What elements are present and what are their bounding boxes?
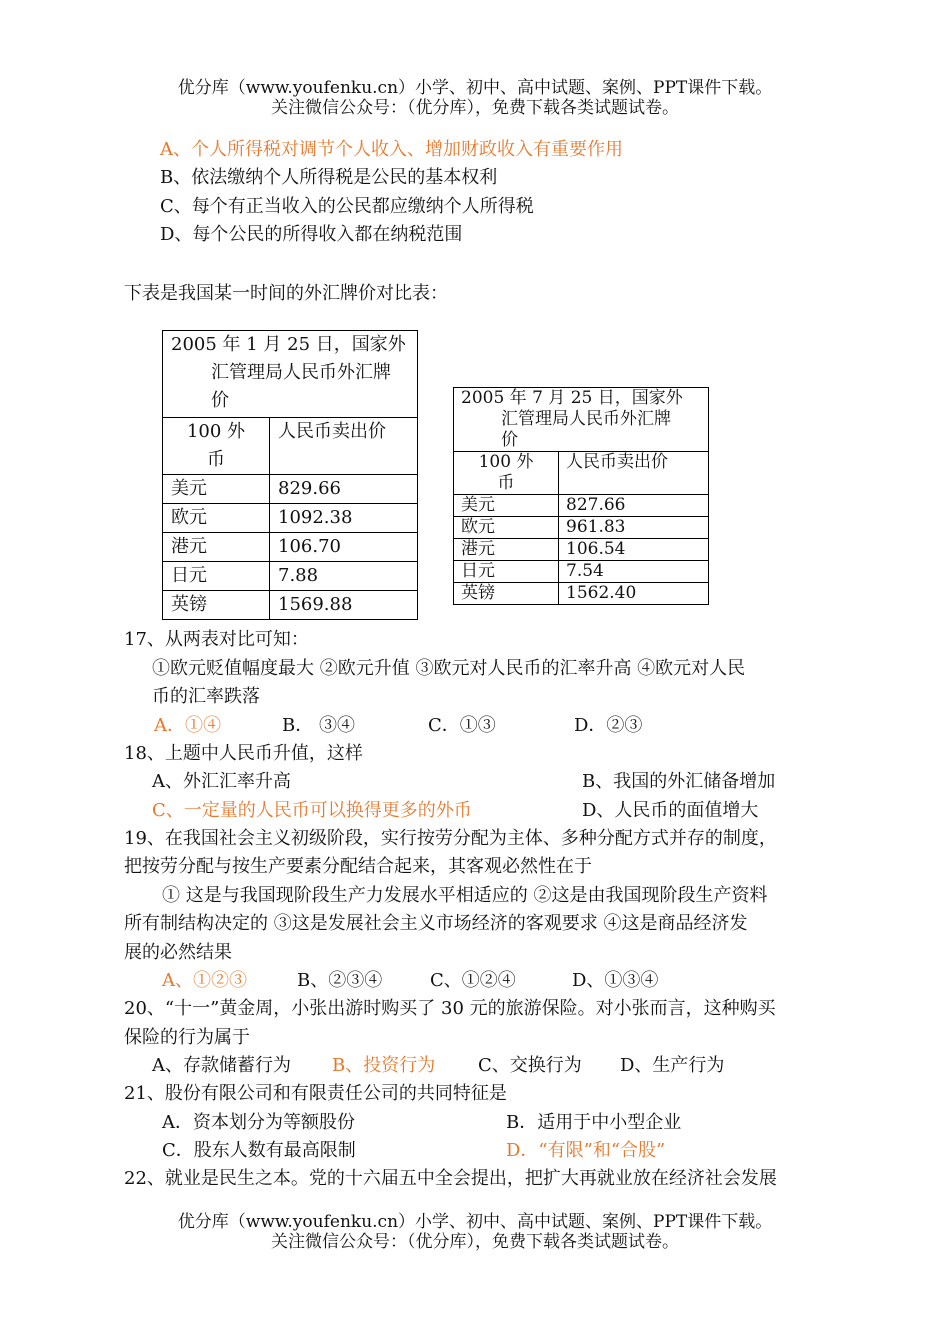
table2-title: 2005 年 7 月 25 日，国家外 汇管理局人民币外汇牌 价: [454, 388, 709, 452]
q20-answer-b: B、投资行为: [332, 1055, 436, 1076]
table-row: 欧元 1092.38: [163, 504, 418, 533]
table-row: 英镑 1569.88: [163, 591, 418, 620]
table-row: 美元 827.66: [454, 495, 709, 517]
q20-answer-c: C、交换行为: [478, 1055, 582, 1076]
q19-answer-a: A、①②③: [162, 970, 247, 991]
table-row: 日元 7.88: [163, 562, 418, 591]
table-row: 美元 829.66: [163, 475, 418, 504]
q19-answer-b: B、②③④: [297, 970, 383, 991]
q17-answer-a: A．①④: [154, 715, 221, 736]
q20-stem-line1: 20、“十一”黄金周，小张出游时购买了 30 元的旅游保险。对小张而言，这种购买: [124, 998, 776, 1019]
q17-answer-b: B． ③④: [282, 715, 355, 736]
q17-options-line2: 币的汇率跌落: [152, 686, 260, 707]
table-row: 港元 106.54: [454, 539, 709, 561]
table-intro: 下表是我国某一时间的外汇牌价对比表：: [124, 283, 448, 304]
q19-options-line1: ① 这是与我国现阶段生产力发展水平相适应的 ②这是由我国现阶段生产资料: [162, 885, 768, 906]
prev-option-c: C、每个有正当收入的公民都应缴纳个人所得税: [160, 196, 534, 217]
table1-title: 2005 年 1 月 25 日，国家外 汇管理局人民币外汇牌 价: [163, 331, 418, 418]
q19-answer-d: D、①③④: [572, 970, 659, 991]
exchange-table-january: [162, 330, 418, 620]
table-row: 欧元 961.83: [454, 517, 709, 539]
q20-stem-line2: 保险的行为属于: [124, 1027, 250, 1048]
q18-answer-b: B、我国的外汇储备增加: [582, 771, 776, 792]
q19-stem-line2: 把按劳分配与按生产要素分配结合起来，其客观必然性在于: [124, 856, 592, 877]
q18-answer-c: C、一定量的人民币可以换得更多的外币: [152, 800, 472, 821]
q21-answer-b: B．适用于中小型企业: [506, 1112, 682, 1133]
q17-answer-d: D．②③: [574, 715, 643, 736]
q18-stem: 18、上题中人民币升值，这样: [124, 743, 363, 764]
prev-option-b: B、依法缴纳个人所得税是公民的基本权利: [160, 167, 498, 188]
footer-line-1: 优分库（www.youfenku.cn）小学、初中、高中试题、案例、PPT课件下载。: [177, 1212, 773, 1232]
header-line-1: 优分库（www.youfenku.cn）小学、初中、高中试题、案例、PPT课件下载。: [177, 78, 773, 98]
table2-col-price: 人民币卖出价: [559, 452, 709, 495]
q19-options-line2: 所有制结构决定的 ③这是发展社会主义市场经济的客观要求 ④这是商品经济发: [124, 913, 748, 934]
q21-answer-c: C．股东人数有最高限制: [162, 1140, 356, 1161]
q20-answer-a: A、存款储蓄行为: [152, 1055, 291, 1076]
prev-option-a: A、个人所得税对调节个人收入、增加财政收入有重要作用: [160, 139, 623, 160]
q18-answer-a: A、外汇汇率升高: [152, 771, 291, 792]
q21-answer-a: A．资本划分为等额股份: [162, 1112, 355, 1133]
table-row: 日元 7.54: [454, 561, 709, 583]
q17-answer-c: C．①③: [428, 715, 496, 736]
q17-stem: 17、从两表对比可知：: [124, 629, 309, 650]
footer-line-2: 关注微信公众号：（优分库），免费下载各类试题试卷。: [271, 1232, 679, 1252]
table1-col-currency: 100 外 币: [163, 418, 270, 475]
q19-answer-c: C、①②④: [430, 970, 516, 991]
q18-answer-d: D、人民币的面值增大: [582, 800, 759, 821]
q17-options-line1: ①欧元贬值幅度最大 ②欧元升值 ③欧元对人民币的汇率升高 ④欧元对人民: [152, 658, 746, 679]
header-line-2: 关注微信公众号：（优分库），免费下载各类试题试卷。: [271, 98, 679, 118]
q19-options-line3: 展的必然结果: [124, 942, 232, 963]
table-row: 港元 106.70: [163, 533, 418, 562]
q21-stem: 21、股份有限公司和有限责任公司的共同特征是: [124, 1083, 507, 1104]
table1-col-price: 人民币卖出价: [270, 418, 418, 475]
q19-stem-line1: 19、在我国社会主义初级阶段，实行按劳分配为主体、多种分配方式并存的制度，: [124, 828, 777, 849]
table-row: 英镑 1562.40: [454, 583, 709, 605]
exchange-table-july: [453, 387, 709, 605]
q20-answer-d: D、生产行为: [620, 1055, 725, 1076]
q21-answer-d: D．“有限”和“合股”: [506, 1140, 666, 1161]
q22-stem: 22、就业是民生之本。党的十六届五中全会提出，把扩大再就业放在经济社会发展: [124, 1168, 777, 1189]
prev-option-d: D、每个公民的所得收入都在纳税范围: [160, 224, 463, 245]
table2-col-currency: 100 外 币: [454, 452, 559, 495]
